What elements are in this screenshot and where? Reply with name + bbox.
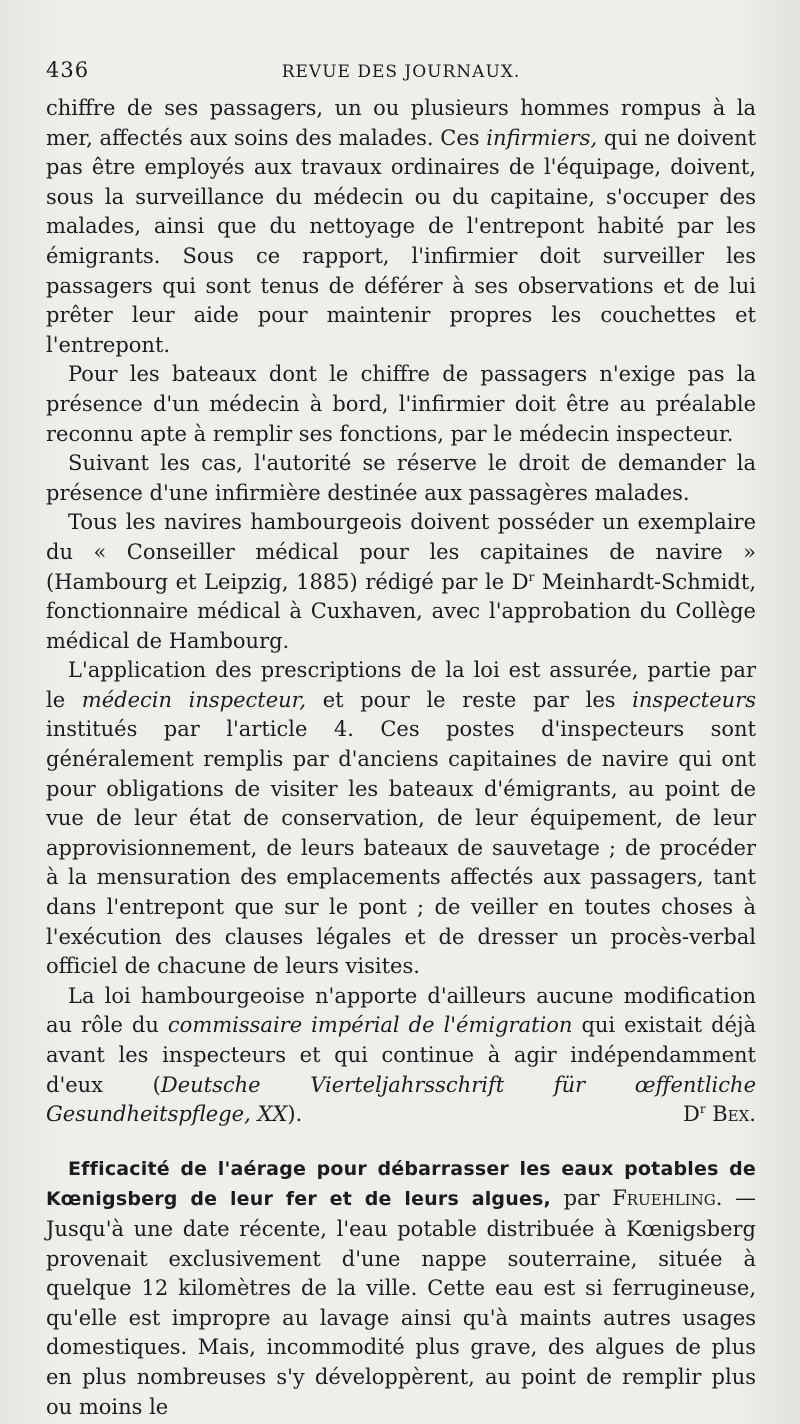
running-head <box>46 58 756 92</box>
paragraph-5: L'application des prescriptions de la loi est assurée, partie par le médecin inspecteur, et pour le reste par les inspecteurs institués par l'article 4. Ces postes d'inspecteurs sont généralement remplis par d'anciens capitaines de navire qui ont pour obligations de visiter les bateaux d'émigrants, au point de vue de leur état de conservation, de leur équipement, de leur approvisionnement, de leurs bateaux de sauvetage ; de procéder à la mensuration des emplacements affectés aux passagers, tant dans l'entrepont que sur le pont ; de veiller en toutes choses à l'exécution des clauses légales et de dresser un procès-verbal officiel de chacune de leurs visites. <box>46 658 757 979</box>
paragraph-1: chiffre de ses passagers, un ou plusieurs hommes rompus à la mer, affectés aux soins des malades. Ces infirmiers, qui ne doivent pas être employés aux travaux ordinaires de l'équipage, doivent, sous la surveillance du médecin ou du capitaine, s'occuper des malades, ainsi que du nettoyage de l'entrepont habité par les émigrants. Sous ce rapport, l'infirmier doit surveiller les passagers qui sont tenus de déférer à ses observations et de lui prêter leur aide pour maintenir propres les couchettes et l'entrepont. <box>46 96 756 357</box>
paragraph-6: La loi hambourgeoise n'apporte d'ailleurs aucune modification au rôle du commissaire impérial de l'émigration qui existait déjà avant les inspecteurs et qui continue à agir indépendamment d'eux (Deutsche Vierteljahrsschrift für œffentliche Gesundheitspflege, XX). $D^r$ Bex. <box>46 982 756 1130</box>
section-fruehling <box>46 1154 756 1422</box>
running-head-title: REVUE DES JOURNAUX. <box>281 62 521 82</box>
paragraph-2: Pour les bateaux dont le chiffre de passagers n'exige pas la présence d'un médecin à bord, l'infirmier doit être au préalable reconnu apte à remplir ses fonctions, par le médecin inspecteur. <box>46 362 756 446</box>
section-paragraph: Efficacité de l'aérage pour débarrasser les eaux potables de Kœnigsberg de leur fer et de leurs algues, par Fruehling. — Jusqu'à une date récente, l'eau potable distribuée à Kœnigsberg provenait exclusivement d'une nappe souterraine, située à quelque 12 kilomètres de la ville. Cette eau est si ferrugineuse, qu'elle est impropre au lavage ainsi qu'à maints autres usages domestiques. Mais, incommodité plus grave, des algues de plus en plus nombreuses s'y développèrent, au point de remplir plus ou moins le <box>46 1157 757 1419</box>
section-author: Fruehling. <box>612 1186 723 1211</box>
paragraph-3: Suivant les cas, l'autorité se réserve le droit de demander la présence d'une infirmière destinée aux passagères malades. <box>46 451 756 505</box>
section-title: Efficacité de l'aérage pour débarrasser les eaux potables de Kœnigsberg de leur fer et de leurs algues, <box>46 1157 756 1211</box>
article-body <box>46 94 756 1422</box>
section-text: — Jusqu'à une date récente, l'eau potable distribuée à Kœnigsberg provenait exclusivement d'une nappe souterraine, située à quelque 12 kilomètres de la ville. Cette eau est si ferrugineuse, qu'elle est impropre au lavage ainsi qu'à maints autres usages domestiques. Mais, incommodité plus grave, des algues de plus en plus nombreuses s'y développèrent, au point de remplir plus ou moins le <box>46 1186 757 1419</box>
signature: $D^r$ Bex. <box>682 1102 756 1127</box>
page-number: 436 <box>46 58 90 82</box>
paragraph-4: Tous les navires hambourgeois doivent posséder un exemplaire du « Conseiller médical pour les capitaines de navire » (Hambourg et Leipzig, 1885) rédigé par le $D^r$ Meinhardt-Schmidt, fonctionnaire médical à Cuxhaven, avec l'approbation du Collège médical de Hambourg. <box>46 510 756 653</box>
